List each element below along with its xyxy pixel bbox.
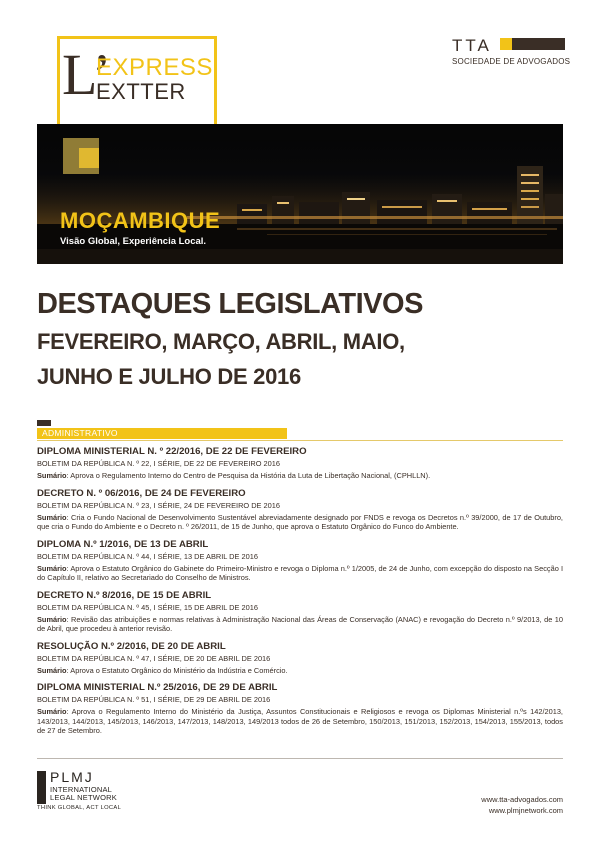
entry-summary bbox=[37, 707, 563, 736]
entry-summary bbox=[37, 513, 563, 532]
legislation-list bbox=[37, 446, 563, 743]
entry-title: RESOLUÇÃO N.º 2/2016, DE 20 DE ABRIL bbox=[37, 640, 226, 652]
tta-subtitle: SOCIEDADE DE ADVOGADOS bbox=[452, 57, 571, 66]
entry-title: DIPLOMA MINISTERIAL N. º 22/2016, DE 22 DE FEVEREIRO bbox=[37, 446, 307, 457]
page-subtitle-line2: JUNHO E JULHO DE 2016 bbox=[37, 364, 301, 389]
entry-summary bbox=[37, 666, 563, 676]
summary-text: : Revisão das atribuições e normas relativas à Administração Nacional das Áreas de Conservação (ANAC) e revogação do Decreto n.º 9/2013, de 10 de Abril, que procedeu à anterior revisão. bbox=[37, 614, 563, 633]
plmj-line1: INTERNATIONAL bbox=[50, 785, 113, 794]
tta-website-link[interactable]: www.tta-advogados.com bbox=[481, 795, 563, 804]
section-marker bbox=[37, 420, 51, 426]
entry-summary bbox=[37, 615, 563, 634]
country-heading: MOÇAMBIQUE bbox=[60, 208, 221, 233]
legislation-entry bbox=[37, 488, 563, 532]
tta-logo: TTA bbox=[452, 36, 492, 55]
entry-summary bbox=[37, 564, 563, 583]
summary-label: Sumário bbox=[37, 563, 67, 573]
summary-label: Sumário bbox=[37, 614, 67, 624]
summary-label: Sumário bbox=[37, 512, 67, 522]
page-title: DESTAQUES LEGISLATIVOS bbox=[37, 288, 423, 320]
entry-boletim: BOLETIM DA REPÚBLICA N. º 45, I SÉRIE, 15 DE ABRIL DE 2016 bbox=[37, 602, 258, 612]
plmj-website-link[interactable]: www.plmjnetwork.com bbox=[488, 806, 563, 815]
summary-label: Sumário bbox=[37, 665, 67, 675]
legislation-entry bbox=[37, 641, 563, 676]
banner-tagline: Visão Global, Experiência Local. bbox=[60, 236, 207, 247]
plmj-logo-name: PLMJ bbox=[50, 769, 94, 785]
decorative-square-small bbox=[79, 148, 99, 168]
entry-boletim: BOLETIM DA REPÚBLICA N. º 22, I SÉRIE, DE 22 DE FEVEREIRO 2016 bbox=[37, 459, 280, 468]
entry-boletim: BOLETIM DA REPÚBLICA N. º 47, I SÉRIE, DE 20 DE ABRIL DE 2016 bbox=[37, 653, 271, 663]
entry-title: DIPLOMA MINISTERIAL N.º 25/2016, DE 29 DE ABRIL bbox=[37, 682, 278, 693]
logo-l-mark: L’ bbox=[62, 42, 112, 107]
logo-express-text: EXPRESS bbox=[96, 54, 213, 81]
section-label: ADMINISTRATIVO bbox=[42, 428, 118, 438]
summary-text: : Aprova o Regulamento Interno do Centro de Pesquisa da História da Luta de Libertação Nacional, (CPHLLN). bbox=[66, 471, 431, 480]
plmj-slogan: THINK GLOBAL, ACT LOCAL bbox=[37, 805, 122, 811]
section-rule bbox=[37, 440, 563, 441]
footer-rule bbox=[37, 758, 563, 759]
summary-text: : Aprova o Estatuto Orgânico do Ministério da Indústria e Comércio. bbox=[66, 665, 288, 675]
entry-summary bbox=[37, 471, 563, 481]
entry-boletim: BOLETIM DA REPÚBLICA N. º 23, I SÉRIE, 24 DE FEVEREIRO DE 2016 bbox=[37, 500, 280, 510]
entry-title: DIPLOMA N.º 1/2016, DE 13 DE ABRIL bbox=[37, 538, 209, 550]
page-subtitle-line1: FEVEREIRO, MARÇO, ABRIL, MAIO, bbox=[37, 329, 405, 354]
entry-boletim: BOLETIM DA REPÚBLICA N. º 51, I SÉRIE, DE 29 DE ABRIL DE 2016 bbox=[37, 695, 271, 704]
summary-text: : Cria o Fundo Nacional de Desenvolvimento Sustentável abreviadamente designado por FNDS e revoga os Decretos n.º 39/2000, de 17 de Outubro, que cria o Fundo do Ambiente e o Decreto n. º 26/2011, de 15 de Junho, que aprova o Estatuto Orgânico do Funco do Ambiente. bbox=[37, 512, 563, 531]
legislation-entry bbox=[37, 590, 563, 634]
summary-text: : Aprova o Estatuto Orgânico do Gabinete do Primeiro-Ministro e revoga o Diploma n.º 1/2005, de 24 de Junho, com excepção do disposto na Secção I do Capítulo II, relativo ao Secretariado do Conselho de Ministros. bbox=[37, 563, 563, 582]
summary-label: Sumário bbox=[37, 707, 67, 716]
summary-label: Sumário bbox=[37, 471, 67, 480]
legislation-entry bbox=[37, 682, 563, 736]
plmj-line2: LEGAL NETWORK bbox=[50, 793, 117, 802]
summary-text: : Aprova o Regulamento Interno do Ministério da Justiça, Assuntos Constitucionais e Religiosos e revoga os Diplomas Ministerial n.ºs 142/2013, 143/2013, 144/2013, 145/2013, 146/2013, 147/2013, 148/2013, 149/2013 todos de 26 de Setembro, 150/2013, 151/2013, 152/2013, 154/2013, 155/2013, todos de 27 de Setembro. bbox=[37, 707, 563, 735]
entry-boletim: BOLETIM DA REPÚBLICA N. º 44, I SÉRIE, 13 DE ABRIL DE 2016 bbox=[37, 551, 258, 561]
legislation-entry bbox=[37, 539, 563, 583]
plmj-logo-icon bbox=[37, 771, 46, 804]
entry-title: DECRETO N. º 06/2016, DE 24 DE FEVEREIRO bbox=[37, 487, 246, 499]
tta-logo-gold-square bbox=[500, 38, 512, 50]
entry-title: DECRETO N.º 8/2016, DE 15 DE ABRIL bbox=[37, 589, 212, 601]
logo-exxter-text: EXTTER bbox=[96, 79, 186, 104]
legislation-entry bbox=[37, 446, 563, 481]
